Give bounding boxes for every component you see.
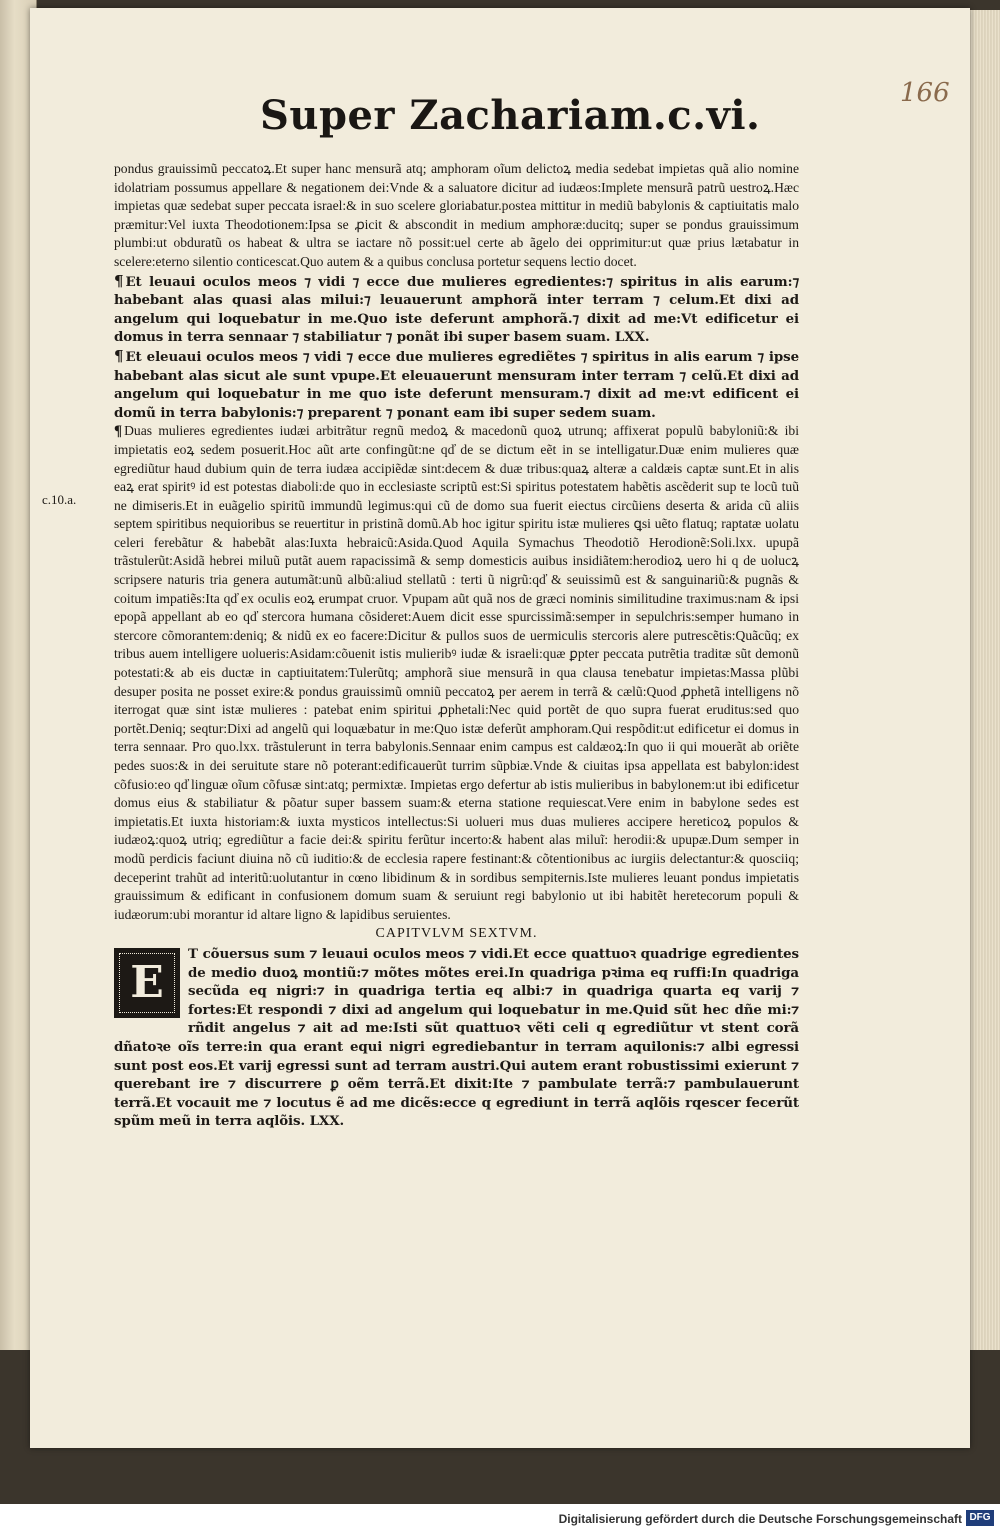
folio-number: 166 — [900, 78, 950, 108]
paragraph-mark-icon: ¶ — [114, 346, 124, 365]
page-edge-stack — [970, 10, 1000, 1350]
dfg-logo: DFG — [966, 1510, 994, 1526]
footer-credit: Digitalisierung gefördert durch die Deutsche Forschungsgemeinschaft — [558, 1512, 962, 1526]
main-text-block — [114, 160, 799, 1131]
margin-note: c.10.a. — [42, 492, 77, 507]
book-page — [30, 8, 970, 1448]
paragraph-mark-icon: ¶ — [114, 271, 124, 290]
chapter-heading: CAPITVLVM SEXTVM. — [375, 926, 538, 942]
chapter-six-text: E T cõuersus sum ⁊ leuaui oculos meos ⁊ vidi.Et ecce quattuoꝛ quadrige egredientes de medio duoꝝ montiũ:⁊ mõtes mõtes erei.In quadriga pꝛima eq ruffi:In quadriga secũda eq nigri:⁊ in quadriga tertia eq albi:⁊ in quadriga quarta eq varij ⁊ fortes:Et respondi ⁊ dixi ad angelum qui loquebatur in me.Quid sũt hec dñe mi:⁊ rñdit angelus ⁊ ait ad me:Isti sũt quattuoꝛ vẽti celi q egrediũtur vt stent corã dñatoꝛe oĩs terre:in qua erant equi nigri egrediebantur in terram aquilonis:⁊ albi egressi sunt post eos.Et varij egressi sunt ad terram austri.Qui autem erant robustissimi exierunt ⁊ querebant ire ⁊ discurrere ꝑ oẽm terrã.Et dixit:Ite ⁊ pambulate terrã:⁊ pambulauerunt terrã.Et vocauit me ⁊ locutus ẽ ad me dicẽs:ecce q egrediunt in terrã aqlõis rqescer fecerũt spũm meũ in terra aqlõis. LXX. — [114, 945, 799, 1130]
running-head: Super Zachariam.c.vi. — [260, 92, 761, 139]
lxx-tag: LXX. — [309, 1113, 345, 1130]
facing-page-fragments — [2, 185, 32, 1265]
lxx-tag: LXX. — [614, 329, 650, 346]
commentary-paragraph: ¶ Duas mulieres egredientes iudæi arbitrãtur regnũ medoꝝ & macedonũ quoꝝ utrunq; affixerat populũ babyloniũ:& ibi impietatis eoꝝ sedem posuerit.Hoc aũt arte confingũt:ne qd̕ de se dictum eẽt in se intelligatur.Duæ enim mulieres quæ egrediũtur haud dubium quin de terra iudæa accipiẽdæ sint:decem & duæ tribus:quaꝝ alteræ a caldæis captæ sunt.Et in alis eaꝝ erat spiritꝰ id est potestas diaboli:de quo in ecclesiaste scriptũ est:Si spiritus potestatem habẽtis ascẽderit sup te locũ tuũ ne dimiseris.Et in euãgelio spiritũ immundũ legimus:qui cũ de domo sua fuerit eiectus circũiens deserta & arida cũ aliis septem spiritibus nequioribus se reuertitur in pristinã domũ.Ab hoc igitur spiritu istæ mulieres ꝗsi uẽto flatuq; raptatæ uolatu celeri ferebãtur & habebãt alas:Iuxta hebraicũ:Asida.Quod Aquila Symachus Theodotiõ Herodionẽ:Soli.lxx. upupã trãstulerũt:Asidã hebrei miluũ putãt auem rapacissimã & semp domesticis auibus insidiãtem:herodioꝝ uero hi q de uolucꝝ scripsere naturis tria genera autumãt:unũ albũ:aliud stellatũ : terti ũ nigrũ:qd̕ & seuissimũ est & sanguinariũ:& pugnãs & coitum impatiẽs:Ita qd̕ ex oculis eoꝝ erumpat cruor. Vpupam aũt quã nos de græci nominis similitudine traximus:nam & ipsi epopã appellant ab eo qd̕ stercora humana cõsideret:Auem dicit esse spurcissimã:semper in sepulchris:semper humano in stercore cõmorantem:deniq; & nidũ ex eo facere:Dicitur & pullos suos de uermiculis stercoris alere putrescẽtis:Quãcũq; ex tribus auem intelligere uolueris:Asidam:cõuenit istis mulieribꝰ iudæ & israeli:quæ ꝑpter peccata putrẽtia traditæ sũt demonũ potestati:& ab eis ductæ in captiuitatem:Tulerũtq; amphorã siue mensurã in qua clausa tenebatur impietas:Massa plũbi desuper posita ne posset exire:& pondus grauissimũ omniũ peccatoꝝ per aerem in terrã & cælũ:Quod ꝓphetã intelligens nõ iterrogat quæ sint istæ mulieres : patebat enim spiritui ꝓphetali:Nec quid portẽt de quo supra fuerat eruditus:sed quo portẽt.Deniq; seqtur:Dixi ad angelũ qui loquæbatur in me:Quo istæ deferũt amphoram.Qui respõdit:ut edificetur ei domus in terra sennaar. Pro quo.lxx. trãstulerunt in terra babylonis.Sennaar enim campus est caldæoꝝ:In quo ii qui mouerãt ab oriẽte pedes suos:& in dei seruitute stare nõ poterant:edificauerũt turrim sũpbiæ.Vnde & ciuitas ipsa appellata est babylon:idest cõfusio:eo qd̕ linguæ oĩum cõfusæ sint:atq; permixtæ. Impietas ergo defertur ab istis mulieribus in babylonem:ut ibi edificetur domus eius & stabiliatur & põatur super bassem suam:& eterna statione requiescat.Vere enim in babylone sedes est impietatis.Et iuxta historiam:& iuxta mysticos intellectus:Si uolueri mus duas mulieres accipere hereticoꝝ populos & iudæoꝝ:quoꝝ utriq; egrediũtur a facie dei:& spiritu ferũtur incerto:& habent alas miluĩ: herodii:& upupæ.Dum semper in modũ perdicis faciunt diuina nõ cũ iuditio:& de ecclesia rapere festinant:& cõtentionibus ac iurgiis delectantur:& quosciiq; deceperint trahũt ad interitũ:uolutantur in cœno libidinum & in sordibus sempiternis.Iste mulieres leuant pondus impietatis grauissimum & edificant in confusionem domum suam & seruiunt regi babylonio ut ibi habitẽt heretecorum populi & iudæorum:ubi morantur id altare ligno & lapidibus seruientes. — [114, 423, 799, 922]
decorated-initial: E — [114, 948, 180, 1018]
paragraph-mark-icon: ¶ — [114, 423, 123, 440]
footer-bar — [0, 1504, 1000, 1534]
lemma-paragraph: ¶ Et eleuaui oculos meos ⁊ vidi ⁊ ecce due mulieres egrediẽtes ⁊ spiritus in alis earum ⁊ ipse habebant alas sicut ale sunt vpupe.Et eleuauerunt mensuram inter terram ⁊ celũ.Et dixi ad angelum qui loquebatur in me quo iste deferunt mensuram.⁊ dixit ad me:vt edificent ei domũ in terra babylonis:⁊ preparent ⁊ ponant eam ibi super sedem suam. — [114, 346, 799, 421]
lemma-paragraph: ¶ Et leuaui oculos meos ⁊ vidi ⁊ ecce due mulieres egredientes:⁊ spiritus in alis earum:⁊ habebant alas quasi alas milui:⁊ leuauerunt amphorã inter terram ⁊ celum.Et dixi ad angelum qui loquebatur in me.Quo iste deferunt amphorã.⁊ dixit ad me:Vt edificetur ei domus in terra sennaar ⁊ stabiliatur ⁊ ponãt ibi super basem suam. LXX. — [114, 271, 799, 346]
commentary-paragraph: pondus grauissimũ peccatoꝝ.Et super hanc mensurã atq; amphoram oĩum delictoꝝ media sedebat impietas quã alio nomine idolatriam possumus appellare & negationem dei:Vnde & a saluatore dicitur ad iudæos:Implete mensurã patrũ uestroꝝ.Hæc impietas quæ sedebat super peccata israel:& in suo scelere gloriabatur.postea mittitur in mediũ babylonis & captiuitatis malo præmitur:Vel iuxta Theodotionem:Ipsa se ꝓicit & abscondit in medium amphoræ:ducitq; super se pondus grauissimum plumbi:ut obduratũ os habeat & ultra se iactare nõ possit:uel certe ab ãgelo dei opprimitur:ut quæ prius lætabatur in scelere:eterno silentio conticescat.Quo autem & a quibus conclusa portetur sequens lectio docet. — [114, 161, 799, 269]
